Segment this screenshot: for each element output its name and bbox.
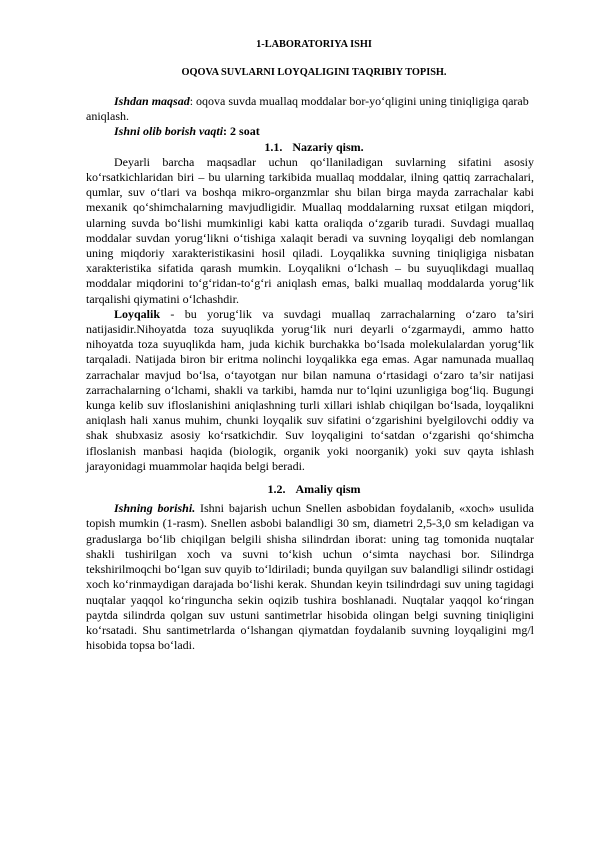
duration-value: : 2 soat	[223, 124, 260, 139]
loyqalik-term: Loyqalik	[114, 306, 161, 321]
section-heading-theory	[86, 140, 534, 155]
goal-paragraph	[86, 94, 534, 124]
goal-text: : oqova suvda muallaq moddalar bor-yo‘qligini uning tiniqligiga qarab aniqlash.	[86, 94, 529, 124]
theory-paragraph-2	[86, 307, 534, 474]
practice-paragraph	[86, 501, 534, 653]
section-title: Amaliy qism	[295, 482, 361, 497]
section-title: Nazariy qism.	[292, 139, 364, 154]
topic-title: OQOVA SUVLARNI LOYQALIGINI TAQRIBIY TOPISH.	[181, 67, 447, 78]
theory-paragraph-1: Deyarli barcha maqsadlar uchun qo‘llaniladigan suvlarning sifatini asosiy ko‘rsatkichlaridan biri – bu ularning tarkibida muallaq moddalar, ilning qattiq zarrachalari, qumlar, suv o‘tlari va boshqa mikro-organzmlar shu bilan birga mayda zarrachalar kabi mexanik qo‘shimchalarning mavjudligidir. Muallaq moddalarning ruxsat etilgan miqdori, ularning suvda bo‘lishi mumkinligi kabi katta oraliqda o‘zgarib turadi. Suvdagi muallaq moddalar suvdan yorug‘likni o‘tishiga xalaqit beradi va suvning loyqaligi deb nomlangan uning miqdoriy xarakteristikasini hosil qiladi. Loyqalikka suvning tiniqligiga nisbatan xarakteristika sifatida qarash mumkin. Loyqalikni o‘lchash – bu suyuqlikdagi muallaq moddalar miqdorini to‘g‘ridan-to‘g‘ri aniqlash emas, balki muallaq moddalarda yorug‘lik tarqalishi qiymatini o‘lchashdir.	[86, 154, 534, 306]
section-number: 1.2.	[267, 482, 286, 497]
section-number: 1.1.	[264, 139, 283, 154]
duration-label: Ishni olib borish vaqti	[114, 124, 224, 139]
practice-term: Ishning borishi.	[114, 501, 196, 516]
document-page	[86, 38, 534, 653]
section-gap	[86, 474, 534, 482]
lab-title: 1-LABORATORIYA ISHI	[256, 39, 372, 50]
duration-paragraph	[86, 124, 534, 139]
section-heading-practice	[86, 482, 534, 497]
goal-label: Ishdan maqsad	[114, 94, 190, 108]
theory-paragraph-2-text: - bu yorug‘lik va suvdagi muallaq zarrachalarning o‘zaro ta’siri natijasidir.Nihoyatda toza suyuqlikda yorug‘lik nuri deyarli o‘zgarmaydi, ammo hatto nihoyatda toza suyuqlikda ham, juda kichik burchakka bo‘lsada molekulalardan yorug‘lik tarqaladi. Natijada biron bir eritma nolinchi loyqalikka ega emas. Agar namunada muallaq zarrachalar mavjud bo‘lsa, o‘tayotgan nur bilan namuna o‘rtasidagi o‘zaro ta’sir natijasi zarrachalarning o‘lchami, shakli va tarkibi, hamda nur to‘lqini uzunligiga bog‘liq. Bugungi kunga kelib suv ifloslanishini aniqlashning turli xillari ishlab chiqilgan bo‘lsada, loyqalikni aniqlash hali xanus muhim, chunki loyqalik suv sifatini o‘zgarishini byelgilovchi oddiy va shak shubxasiz asosiy ko‘rsatkichdir. Suv loyqaligini to‘satdan o‘zgarishi qo‘shimcha ifloslanish manbasi haqida (biologik, organik yoki noorganik) yoki suv qayta ishlash jarayonidagi muammolar haqida belgi beradi.	[86, 306, 534, 473]
practice-text: Ishni bajarish uchun Snellen asbobidan foydalanib, «xoch» usulida topish mumkin (1-rasm). Snellen asbobi balandligi 30 sm, diametri 2,5-3,0 sm keladigan va graduslarga bo‘lib chiqilgan belgili shisha silindrdan iborat: uning tag tomonida nuqtalar shakli tushirilgan xoch va suvni to‘kish uchun o‘simta naychasi bor. Silindrga tekshirilmoqchi bo‘lgan suv quyib to‘ldiriladi; bunda quyilgan suv balandligi silindr ostidagi xoch ko‘rinmaydigan darajada bo‘lishi kerak. Shundan keyin tsilindrdagi suv uning tagidagi nuqtalar yaqqol ko‘ringuncha sekin oqizib tushira boshlanadi. Nuqtalar yaqqol ko‘ringan paytda silindrda qolgan suv ustuni santimetrlar hisobida olingan belgi suvning tiniqligini ko‘rsatadi. Shu santimetrlarda o‘lshangan qiymatdan foydalanib suvning loyqaligini mg/l hisobida topsa bo‘ladi.	[86, 501, 534, 653]
